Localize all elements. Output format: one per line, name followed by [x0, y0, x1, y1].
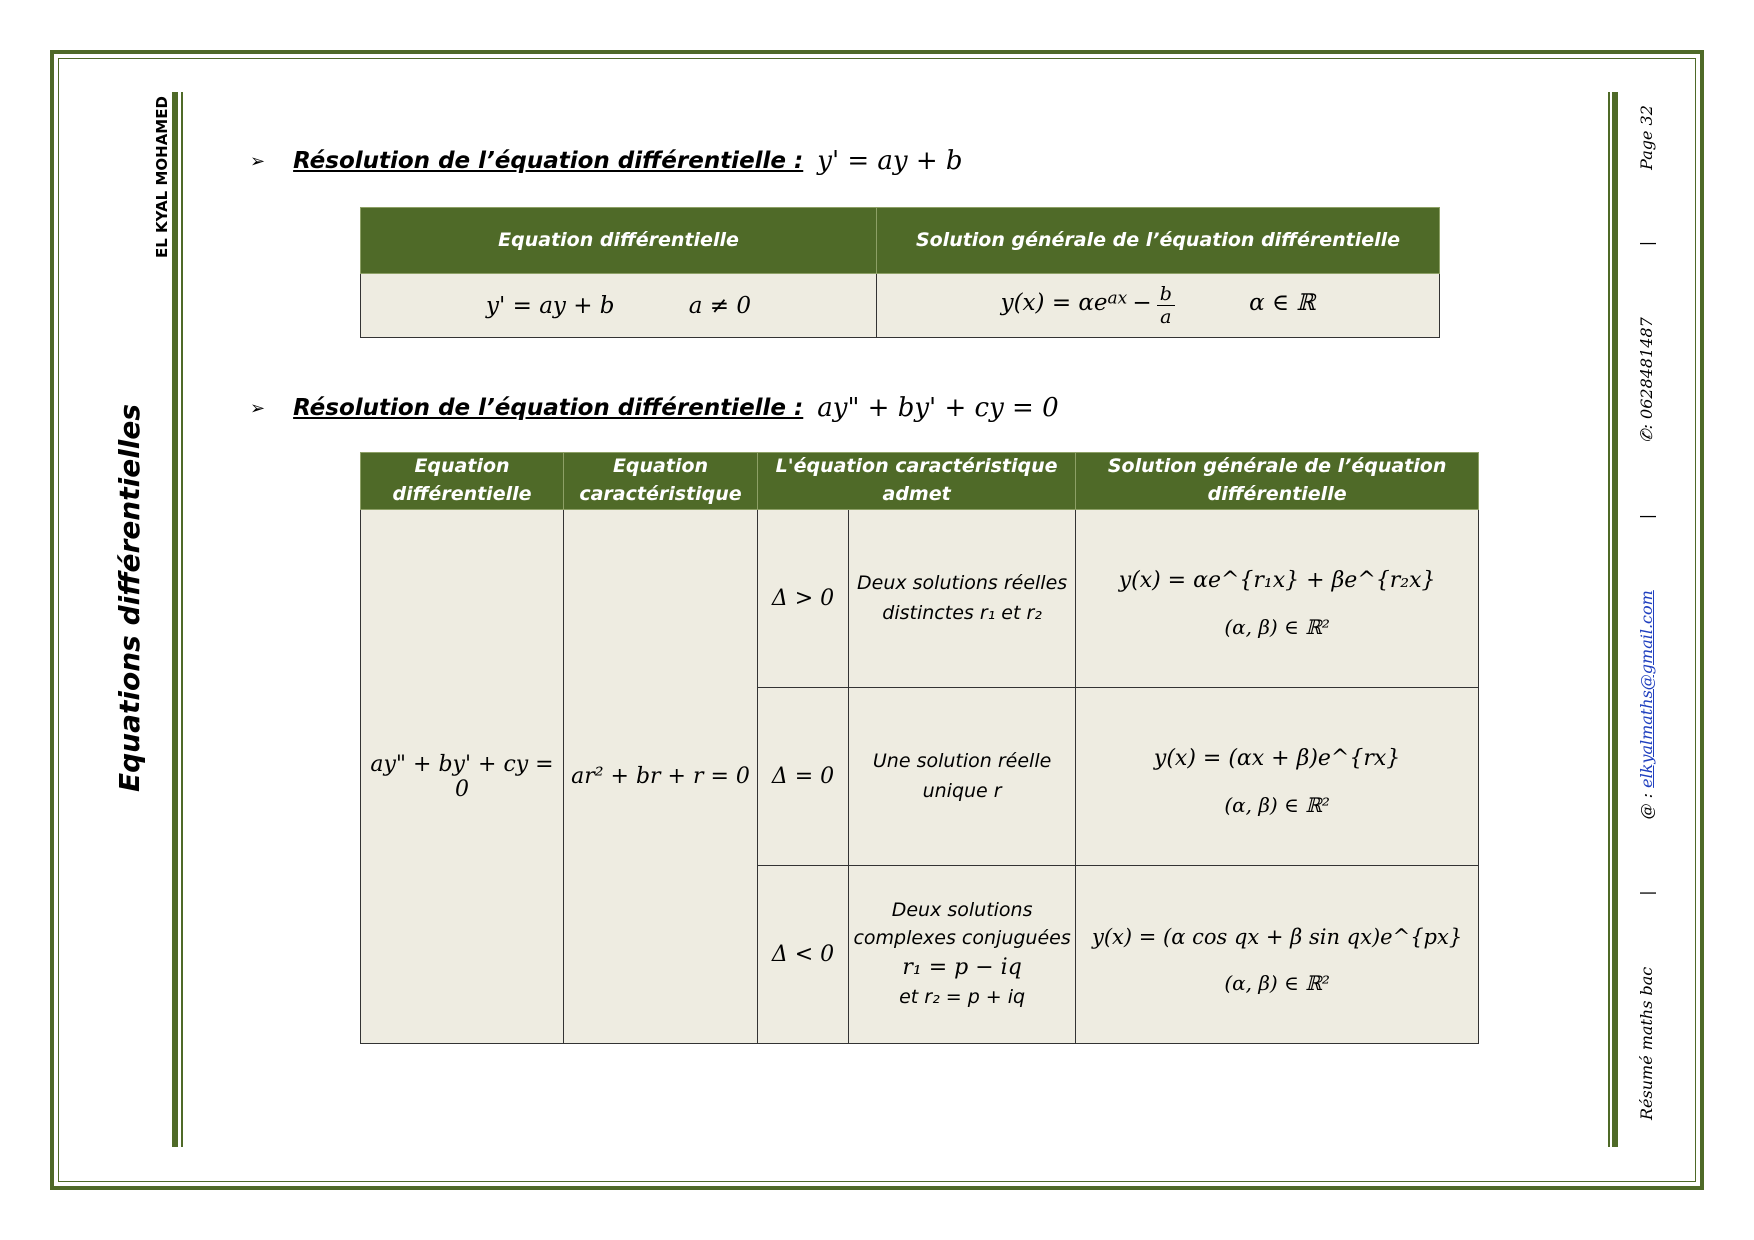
- left-margin-rule: [172, 92, 184, 1147]
- fraction: [1157, 283, 1175, 328]
- parameter-domain: (α, β) ∈ ℝ²: [1224, 793, 1330, 817]
- parameter-domain: α ∈ ℝ: [1249, 290, 1316, 316]
- delta-cell: [758, 688, 849, 866]
- characteristic-cell: [564, 510, 758, 1044]
- separator: |: [1637, 890, 1656, 896]
- general-solution: y(x) = αe^{r₁x} + βe^{r₂x}: [1118, 568, 1436, 593]
- condition: a ≠ 0: [688, 292, 751, 319]
- page-number: Page 32: [1637, 105, 1656, 170]
- table-header-row: [361, 208, 1440, 274]
- equation: y' = ay + b: [486, 292, 615, 319]
- column-header: L'équation caractéristique admet: [758, 453, 1076, 510]
- table-row: [361, 274, 1440, 338]
- solution-cell: [1076, 510, 1479, 688]
- description-cell: [849, 866, 1076, 1044]
- course-name: Résumé maths bac: [1637, 966, 1656, 1120]
- column-header: Equation différentielle: [361, 453, 564, 510]
- column-header: Solution générale de l’équation différentielle: [877, 208, 1440, 274]
- delta-condition: Δ = 0: [771, 764, 835, 789]
- table-header-row: [361, 453, 1479, 510]
- equation: ay" + by' + cy = 0: [370, 751, 554, 802]
- separator: |: [1637, 513, 1656, 520]
- description-line: r₁ = p − iq: [902, 955, 1022, 981]
- email-block: [1637, 590, 1656, 819]
- solution-cell: [877, 274, 1440, 338]
- email-link[interactable]: elkyalmaths@gmail.com: [1637, 590, 1656, 788]
- section-2-title: Résolution de l’équation différentielle :: [293, 395, 804, 421]
- delta-cell: [758, 510, 849, 688]
- right-margin-rule: [1608, 92, 1620, 1147]
- description-line: Deux solutions réelles: [857, 572, 1068, 595]
- separator: |: [1637, 240, 1656, 247]
- description-line: complexes conjuguées: [853, 926, 1071, 949]
- parameter-domain: (α, β) ∈ ℝ²: [1224, 970, 1330, 995]
- email-prefix: @ :: [1637, 792, 1656, 820]
- description-line: Deux solutions: [891, 899, 1033, 922]
- section-1-heading: [250, 146, 963, 176]
- second-order-table: [360, 452, 1479, 1044]
- solution-cell: [1076, 866, 1479, 1044]
- equation-cell: [361, 510, 564, 1044]
- description-cell: [849, 510, 1076, 688]
- parameter-domain: (α, β) ∈ ℝ²: [1224, 615, 1330, 639]
- delta-condition: Δ < 0: [771, 942, 835, 967]
- general-solution: y(x) = (αx + β)e^{rx}: [1153, 746, 1401, 771]
- phone-number: ✆: 0628481487: [1637, 317, 1656, 443]
- chapter-title: Equations différentielles: [113, 403, 146, 792]
- section-2-equation: ay" + by' + cy = 0: [817, 393, 1059, 423]
- description-line: Une solution réelle: [872, 750, 1052, 773]
- section-1-equation: y' = ay + b: [817, 146, 963, 176]
- fraction-denominator: a: [1160, 306, 1172, 328]
- delta-condition: Δ > 0: [771, 586, 835, 611]
- description-line: et r₂ = p + iq: [899, 986, 1026, 1009]
- fraction-numerator: b: [1157, 283, 1175, 306]
- first-order-table: [360, 207, 1440, 338]
- footer-strip: [1637, 105, 1656, 1120]
- characteristic-equation: ar² + br + r = 0: [571, 764, 750, 789]
- section-1-title: Résolution de l’équation différentielle :: [293, 148, 804, 174]
- delta-cell: [758, 866, 849, 1044]
- general-solution: y(x) = (α cos qx + β sin qx)e^{px}: [1092, 924, 1463, 949]
- section-2-heading: [250, 393, 1059, 423]
- solution-exponent: ax: [1107, 288, 1128, 309]
- table-row: [361, 510, 1479, 688]
- solution-lhs: y(x) = αe: [1000, 290, 1108, 316]
- column-header: Equation caractéristique: [564, 453, 758, 510]
- description-cell: [849, 688, 1076, 866]
- solution-cell: [1076, 688, 1479, 866]
- column-header: Equation différentielle: [361, 208, 877, 274]
- description-line: unique r: [922, 779, 1002, 802]
- author-name: EL KYAL MOHAMED: [153, 96, 171, 258]
- equation-cell: [361, 274, 877, 338]
- bullet-arrow-icon: ➢: [250, 397, 266, 419]
- solution-minus: −: [1132, 290, 1152, 316]
- bullet-arrow-icon: ➢: [250, 150, 266, 172]
- description-line: distinctes r₁ et r₂: [882, 601, 1042, 624]
- column-header: Solution générale de l’équation différentielle: [1076, 453, 1479, 510]
